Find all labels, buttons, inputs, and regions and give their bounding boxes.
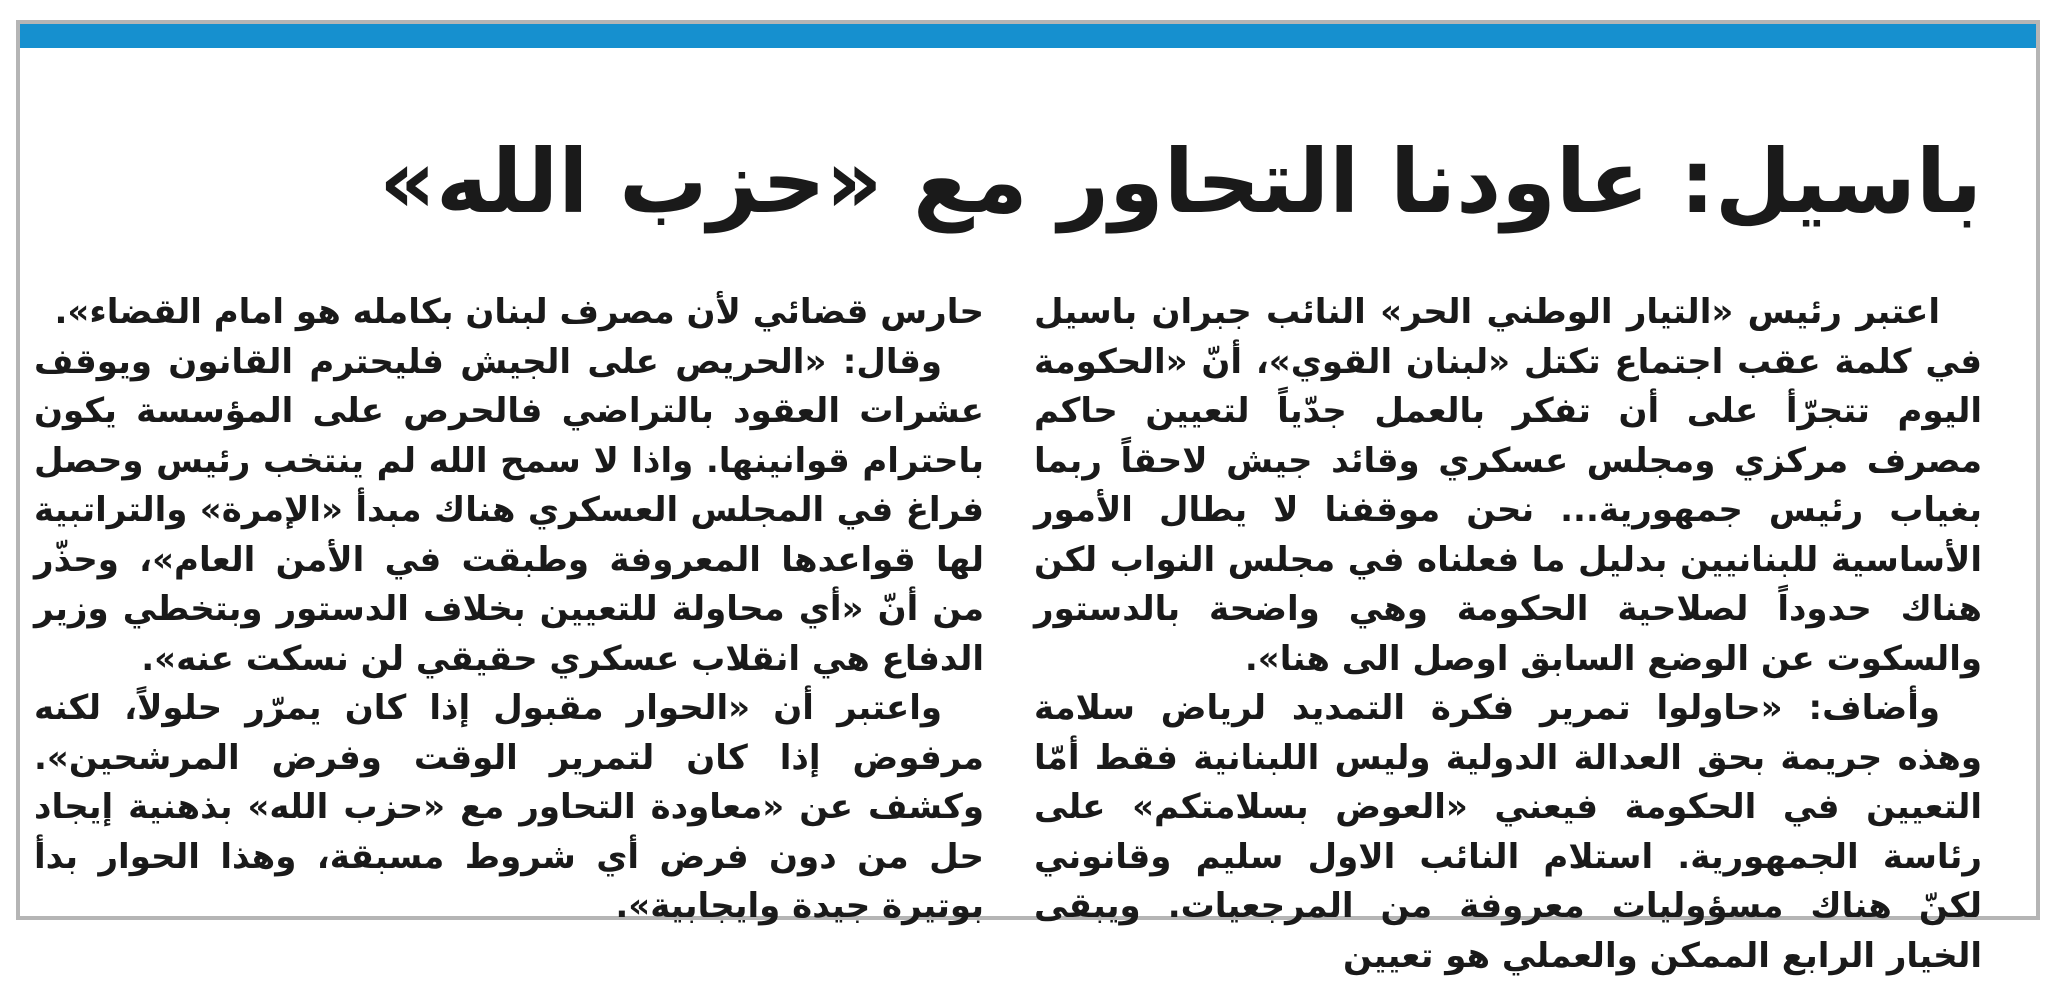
paragraph: وقال: «الحريص على الجيش فليحترم القانون ويوقف عشرات العقود بالتراضي فالحرص على المؤسسة يكون باحترام قوانينها. واذا لا سمح الله لم ينتخب رئيس وحصل فراغ في المجلس العسكري هناك مبدأ «الإمرة» والتراتبية لها قواعدها المعروفة وطبقت في الأمن العام»، وحذّر من أنّ «أي محاولة للتعيين بخلاف الدستور وبتخطي وزير الدفاع هي انقلاب عسكري حقيقي لن نسكت عنه».: [34, 341, 984, 679]
article-column-left: [34, 288, 984, 932]
paragraph: وأضاف: «حاولوا تمرير فكرة التمديد لرياض سلامة وهذه جريمة بحق العدالة الدولية وليس اللبنانية فقط أمّا التعيين في الحكومة فيعني «العوض بسلامتكم» على رئاسة الجمهورية. استلام النائب الاول سليم وقانوني لكنّ هناك مسؤوليات معروفة من المرجعيات. ويبقى الخيار الرابع الممكن والعملي هو تعيين: [1034, 688, 1982, 976]
article-frame: [16, 20, 2040, 976]
paragraph: حارس قضائي لأن مصرف لبنان بكامله هو امام القضاء».: [54, 292, 984, 332]
article-column-right: [1034, 288, 1982, 981]
paragraph: واعتبر أن «الحوار مقبول إذا كان يمرّر حلولاً، لكنه مرفوض إذا كان لتمرير الوقت وفرض المرشحين». وكشف عن «معاودة التحاور مع «حزب الله» بذهنية إيجاد حل من دون فرض أي شروط مسبقة، وهذا الحوار بدأ بوتيرة جيدة وايجابية».: [34, 688, 984, 926]
paragraph: اعتبر رئيس «التيار الوطني الحر» النائب جبران باسيل في كلمة عقب اجتماع تكتل «لبنان القوي»، أنّ «الحكومة اليوم تتجرّأ على أن تفكر بالعمل جدّياً لتعيين حاكم مصرف مركزي ومجلس عسكري وقائد جيش لاحقاً ربما بغياب رئيس جمهورية... نحن موقفنا لا يطال الأمور الأساسية للبنانيين بدليل ما فعلناه في مجلس النواب لكن هناك حدوداً لصلاحية الحكومة وهي واضحة بالدستور والسكوت عن الوضع السابق اوصل الى هنا».: [1034, 292, 1982, 679]
accent-bar: [20, 24, 2036, 48]
article-headline: باسيل: عاودنا التحاور مع «حزب الله»: [379, 130, 1982, 233]
